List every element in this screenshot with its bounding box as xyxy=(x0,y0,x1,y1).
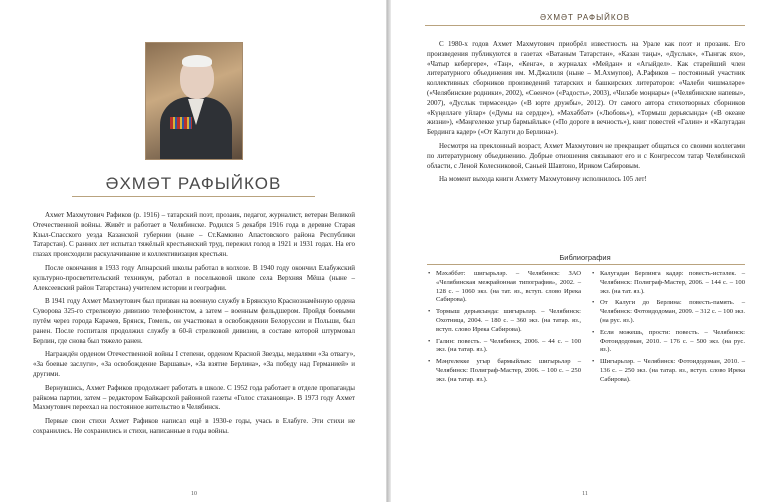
bio-paragraph-6: Первые свои стихи Ахмет Рафиков написал ещё в 1930-е годы, учась в Елабуге. Эти стихи не сохранились. Не сохранились и стихи, написанные в годы войны. xyxy=(33,417,355,435)
bio-paragraph-1: Ахмет Махмутович Рафиков (р. 1916) – татарский поэт, прозаик, педагог, журналист, ветеран Великой Отечественной войны. Живёт и работает в Челябинске. Родился 5 декабря 1916 года в деревне Старая Кзыл-Спасского уезда Казанской губернии (ныне – Ст.Камкино Апастовского района Республики Татарстан). С ранних лет испытал тяжёлый крестьянский труд, пережил голод в 1921 и 1931 годах. На его глазах происходили раскулачивание и коллективизация крестьян. xyxy=(33,211,355,259)
bibliography-item: • Калугадан Берлинга кадәр: повесть-истәлек. – Челябинск: Полиграф-Мастер, 2006. – 144 с. – 100 экз. (на тат. яз.). xyxy=(591,270,745,296)
bibliography-column-right xyxy=(591,270,745,388)
bibliography-item: • Мәңгелекке угыр бармыйлык: шигырьләр – Челябинск: Полиграф-Мастер, 2006. – 100 с. – 250 экз. (на татар. яз.). xyxy=(427,358,581,384)
bibliography-item: • Галин: повесть. – Челябинск, 2006. – 44 с. – 100 экз. (на татар. яз.). xyxy=(427,338,581,356)
running-header: ӘХМӘТ РАФЫЙКОВ xyxy=(539,13,631,22)
bibliography-rule xyxy=(427,264,745,265)
portrait-hair xyxy=(182,55,212,67)
bibliography-item: • Мәхәббәт: шигырьләр. – Челябинск: ЗАО «Челябинская межрайонная типография», 2002. – 128 с. – 1060 экз. (на тат. яз., вступ. слово Ирека Сабирова). xyxy=(427,270,581,305)
bibliography-item: • Если можешь, прости: повесть. – Челябинск: Фотоидодоман, 2010. – 176 с. – 500 экз. (на рус. яз.). xyxy=(591,329,745,355)
bibliography-item: • От Калуги до Берлина: повесть-память. – Челябинск: Фотоидодоман, 2009. – 312 с. – 100 экз. (на рус. яз.). xyxy=(591,299,745,325)
portrait-medals xyxy=(170,117,192,129)
page-number-right: 11 xyxy=(582,491,588,497)
left-page xyxy=(0,0,387,502)
author-portrait xyxy=(145,42,243,160)
author-title: ӘХМӘТ РАФЫЙКОВ xyxy=(105,174,282,193)
bibliography-heading: Библиография xyxy=(559,253,611,262)
bio-paragraph-2: После окончания в 1933 году Апнарский школы работал в колхозе. В 1940 году окончил Елабужский культурно-просветительский техникум, работал в посельковой школе села Верхняя Мёша (ныне – Алексеевский район Татарстана) учителем истории и географии. xyxy=(33,263,355,292)
bibliography-column-left xyxy=(427,270,581,388)
page-number-left: 10 xyxy=(191,491,197,497)
right-page xyxy=(391,0,779,502)
bio-paragraph-4: Награждён орденом Отечественной войны I степени, орденом Красной Звезды, медалями «За отвагу», «За боевые заслуги», «За освобождение Варшавы», «За взятие Берлина», «За победу над Германией» и другими. xyxy=(33,350,355,378)
continuation-text xyxy=(427,40,745,189)
header-rule xyxy=(425,25,745,26)
bibliography-item: • Тормыш дерьясында: шигырьләр. – Челябинск: Охотница, 2004. – 180 с. – 360 экз. (на татар. яз., вступ. слово Ирека Сабирова). xyxy=(427,308,581,334)
biography-text xyxy=(33,211,355,441)
cont-paragraph-3: На момент выхода книги Ахмету Махмутовичу исполнилось 105 лет! xyxy=(439,175,647,184)
bio-paragraph-5: Вернувшись, Ахмет Рафиков продолжает работать в школе. С 1952 года работает в отделе пропаганды райкома партии, затем – редактором Байкарской районной газеты «Голос стахановца». В 1973 году Ахмет Махмутович переехал на постоянное жительство в Челябинск. xyxy=(33,383,355,412)
bio-paragraph-3: В 1941 году Ахмет Махмутович был призван на военную службу в Брянскую Краснознамённую ордена Суворова 325-го стрелковую дивизию телефонистом, а затем – военным фельдшером. Пройдя боевыми путём через города Карачев, Брянск, Гомель, он участвовал в освобождении Белоруссии и Польши, был ранен. После госпиталя продолжил службу в 60-й стрелковой дивизии, в составе которой штурмовал Берлин, где снова был тяжело ранен. xyxy=(33,297,355,345)
cont-paragraph-1: С 1980-х годов Ахмет Махмутович приобрёл известность на Урале как поэт и прозаик. Его произведения публикуются в газетах «Ватаным Татарстан», «Казан таңы», «Дуслык», «Тынгак яхо», «Чатыр кебергере», «Таң», «Кенгә», в журналах «Мейдан» и «Агыйдел». Как старейший член литературного объединения им. М.Джалиля (ныне – М.Ахмупов), А.Рафиков – постоянный участник коллективных сборников произведений татарских и башкирских литераторов: «Чалеби чишмәләре» («Челябинские родники», 2002), «Сөенчо» («Радость», 2003), «Чиләбе моңнары» («Челябинские напевы», 2007), «Дуслык тирмәсендә» («В юрте дружбы», 2012). От самого автора стихотворных сборников «Күңелләге уйлар» («Думы на сердце»), «Мәхәббәт» («Любовь»), «Тормыш дерьясында» («В океане жизни»), «Мәңгелекке угыр бармыйлык» («По дороге в вечность»), книг повестей «Галин» и «Калугадан Бердинга кадер» («От Калуги до Берлина»). xyxy=(427,40,745,137)
cont-paragraph-2: Несмотря на преклонный возраст, Ахмет Махмутович не прекращает общаться со своими коллегами по литературному объединению. Добрые отношения связывают его и с Конгрессом татар Челябинской области, с Леной Колесниковой, Саньей Шавтоно, Ириком Сабировым. xyxy=(427,141,745,170)
title-underline xyxy=(72,196,315,197)
bibliography-item: • Шигырьләр. – Челябинск: Фотоидодоман, 2010. – 136 с. – 250 экз. (на татар. яз., вступ. слово Ирека Сабирова). xyxy=(591,358,745,384)
